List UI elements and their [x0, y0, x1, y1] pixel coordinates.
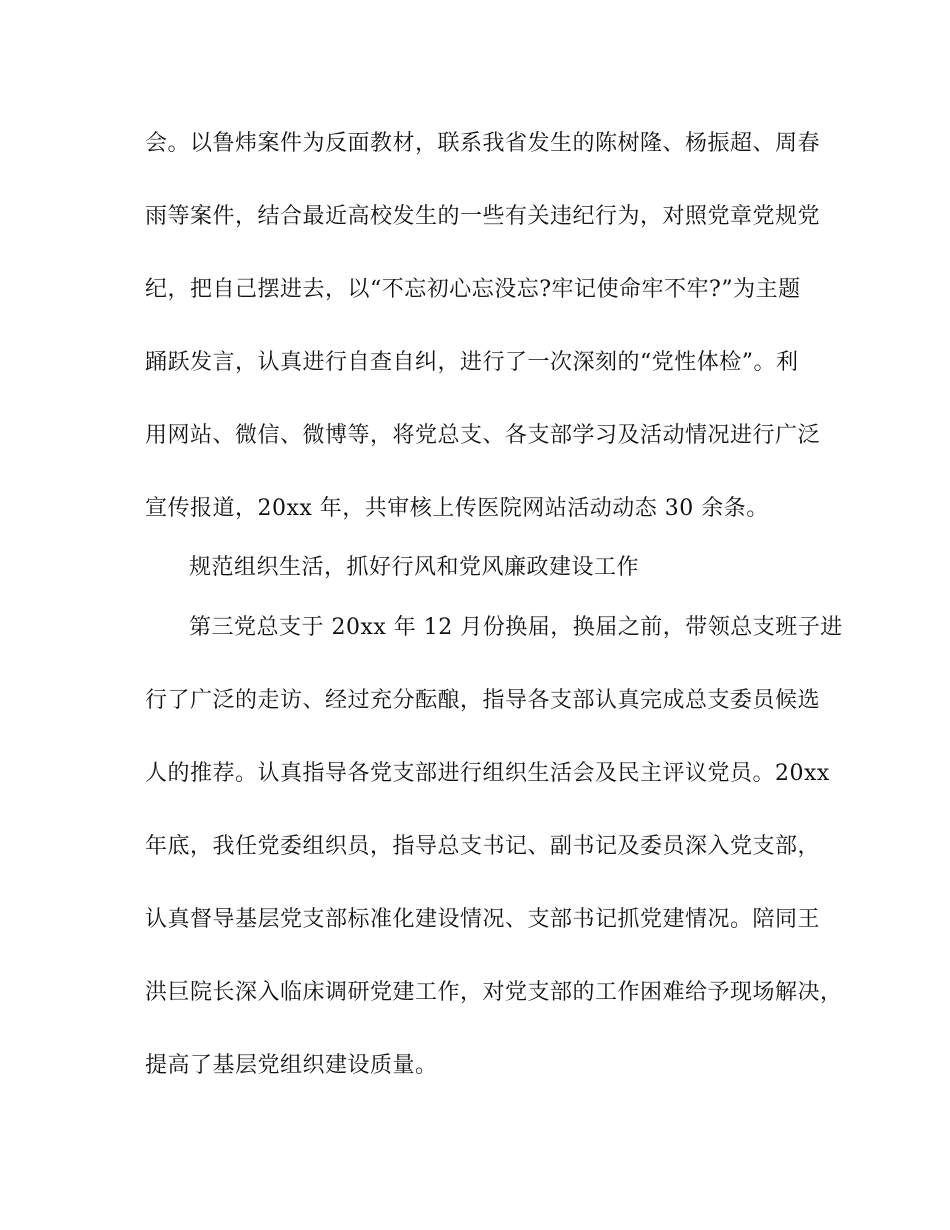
paragraph-line: 纪，把自己摆进去，以“不忘初心忘没忘?牢记使命牢不牢?”为主题	[145, 277, 801, 302]
paragraph-line: 人的推荐。认真指导各党支部进行组织生活会及民主评议党员。20xx	[145, 761, 830, 786]
paragraph-line: 第三党总支于 20xx 年 12 月份换届，换届之前，带领总支班子进	[189, 615, 843, 640]
paragraph-line: 会。以鲁炜案件为反面教材，联系我省发生的陈树隆、杨振超、周春	[145, 131, 821, 156]
paragraph-line: 年底，我任党委组织员，指导总支书记、副书记及委员深入党支部，	[145, 834, 821, 859]
paragraph-line: 行了广泛的走访、经过充分酝酿，指导各支部认真完成总支委员候选	[145, 688, 821, 713]
paragraph-line: 洪巨院长深入临床调研党建工作，对党支部的工作困难给予现场解决，	[145, 980, 843, 1005]
paragraph-line: 提高了基层党组织建设质量。	[145, 1053, 438, 1078]
paragraph-line: 雨等案件，结合最近高校发生的一些有关违纪行为，对照党章党规党	[145, 204, 821, 229]
paragraph-line: 认真督导基层党支部标准化建设情况、支部书记抓党建情况。陪同王	[145, 907, 821, 932]
paragraph-line: 宣传报道，20xx 年，共审核上传医院网站活动动态 30 余条。	[145, 496, 769, 521]
paragraph-line: 踊跃发言，认真进行自查自纠，进行了一次深刻的“党性体检”。利	[145, 350, 799, 375]
paragraph-line: 用网站、微信、微博等，将党总支、各支部学习及活动情况进行广泛	[145, 423, 821, 448]
section-heading: 规范组织生活，抓好行风和党风廉政建设工作	[189, 555, 640, 580]
